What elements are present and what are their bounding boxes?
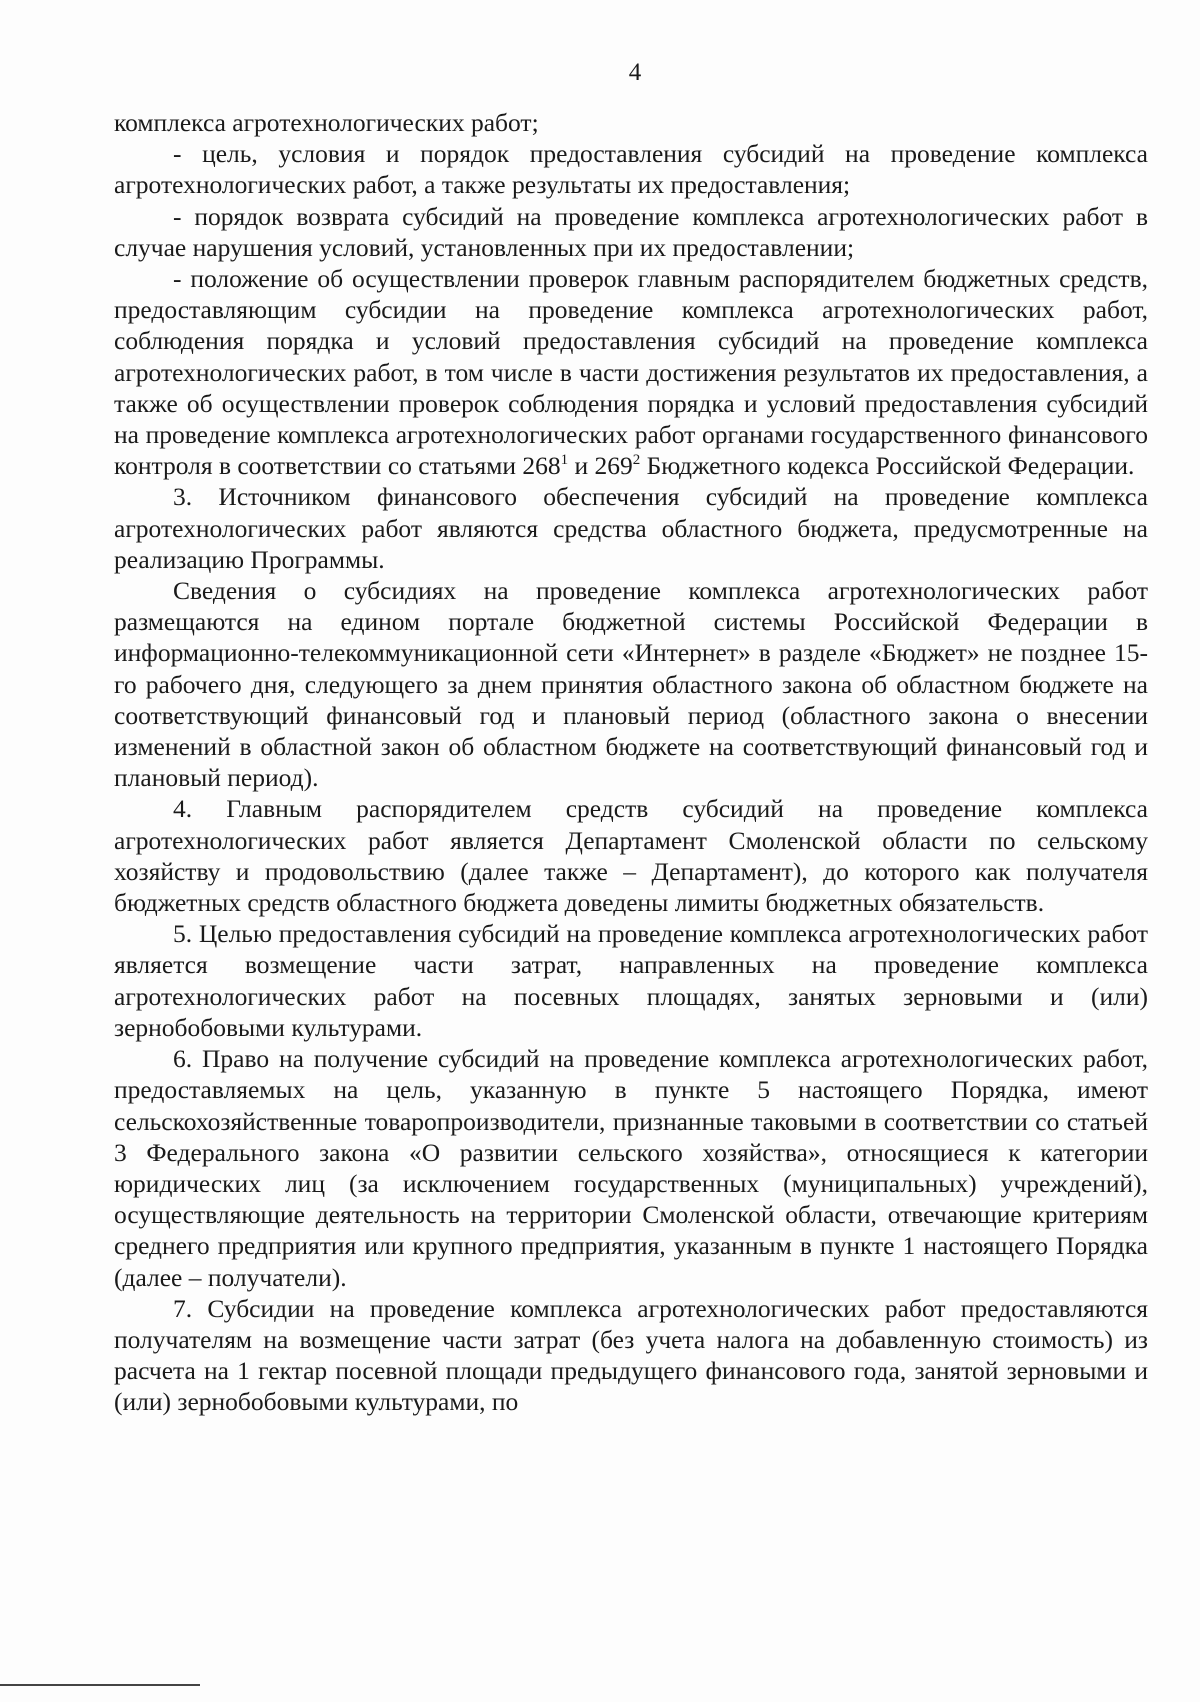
- paragraph-inspections-text: - положение об осуществлении проверок главным распорядителем бюджетных средств, предоставляющим субсидии на проведение комплекса агротехнологических работ, соблюдения порядка и условий предоставления субсидий на проведение комплекса агротехнологических работ, в том числе в части достижения результатов их предоставления, а также об осуществлении проверок соблюдения порядка и условий предоставления субсидий на проведение комплекса агротехнологических работ органами государственного финансового контроля в соответствии со статьями 268: [114, 264, 1148, 481]
- paragraph-refund-procedure: - порядок возврата субсидий на проведение комплекса агротехнологических работ в случае нарушения условий, установленных при их предоставлении;: [114, 201, 1148, 262]
- superscript-2: 2: [632, 452, 641, 469]
- document-body: [114, 107, 1148, 1418]
- paragraph-inspections-end: Бюджетного кодекса Российской Федерации.: [640, 451, 1135, 481]
- paragraph-inspections: [114, 263, 1148, 481]
- paragraph-item-6-eligibility: 6. Право на получение субсидий на проведение комплекса агротехнологических работ, предоставляемых на цель, указанную в пункте 5 настоящего Порядка, имеют сельскохозяйственные товаропроизводители, признанные таковыми в соответствии со статьей 3 Федерального закона «О развитии сельского хозяйства», относящиеся к категории юридических лиц (за исключением государственных (муниципальных) учреждений), осуществляющие деятельность на территории Смоленской области, отвечающие критериям среднего предприятия или крупного предприятия, указанным в пункте 1 настоящего Порядка (далее – получатели).: [114, 1044, 1148, 1292]
- superscript-1: 1: [560, 452, 569, 469]
- paragraph-continuation: комплекса агротехнологических работ;: [114, 108, 539, 137]
- paragraph-inspections-mid: и 269: [568, 451, 633, 481]
- page-number: 4: [628, 59, 642, 86]
- paragraph-item-3-funding: 3. Источником финансового обеспечения субсидий на проведение комплекса агротехнологических работ являются средства областного бюджета, предусмотренные на реализацию Программы.: [114, 482, 1148, 574]
- paragraph-item-5-purpose: 5. Целью предоставления субсидий на проведение комплекса агротехнологических работ является возмещение части затрат, направленных на проведение комплекса агротехнологических работ на посевных площадях, занятых зерновыми и (или) зернобобовыми культурами.: [114, 919, 1148, 1042]
- paragraph-info-publication: Сведения о субсидиях на проведение комплекса агротехнологических работ размещаются на едином портале бюджетной системы Российской Федерации в информационно-телекоммуникационной сети «Интернет» в разделе «Бюджет» не позднее 15-го рабочего дня, следующего за днем принятия областного закона об областном бюджете на соответствующий финансовый год и плановый период (областного закона о внесении изменений в областной закон об областном бюджете на соответствующий финансовый год и плановый период).: [114, 576, 1148, 793]
- bottom-rule: [0, 1684, 200, 1686]
- paragraph-item-4-administrator: 4. Главным распорядителем средств субсидий на проведение комплекса агротехнологических работ является Департамент Смоленской области по сельскому хозяйству и продовольствию (далее также – Департамент), до которого как получателя бюджетных средств областного бюджета доведены лимиты бюджетных обязательств.: [114, 794, 1148, 918]
- paragraph-goal-conditions: - цель, условия и порядок предоставления субсидий на проведение комплекса агротехнологических работ, а также результаты их предоставления;: [114, 139, 1148, 200]
- paragraph-item-7-subsidies: 7. Субсидии на проведение комплекса агротехнологических работ предоставляются получателям на возмещение части затрат (без учета налога на добавленную стоимость) из расчета на 1 гектар посевной площади предыдущего финансового года, занятой зерновыми и (или) зернобобовыми культурами, по: [114, 1293, 1148, 1417]
